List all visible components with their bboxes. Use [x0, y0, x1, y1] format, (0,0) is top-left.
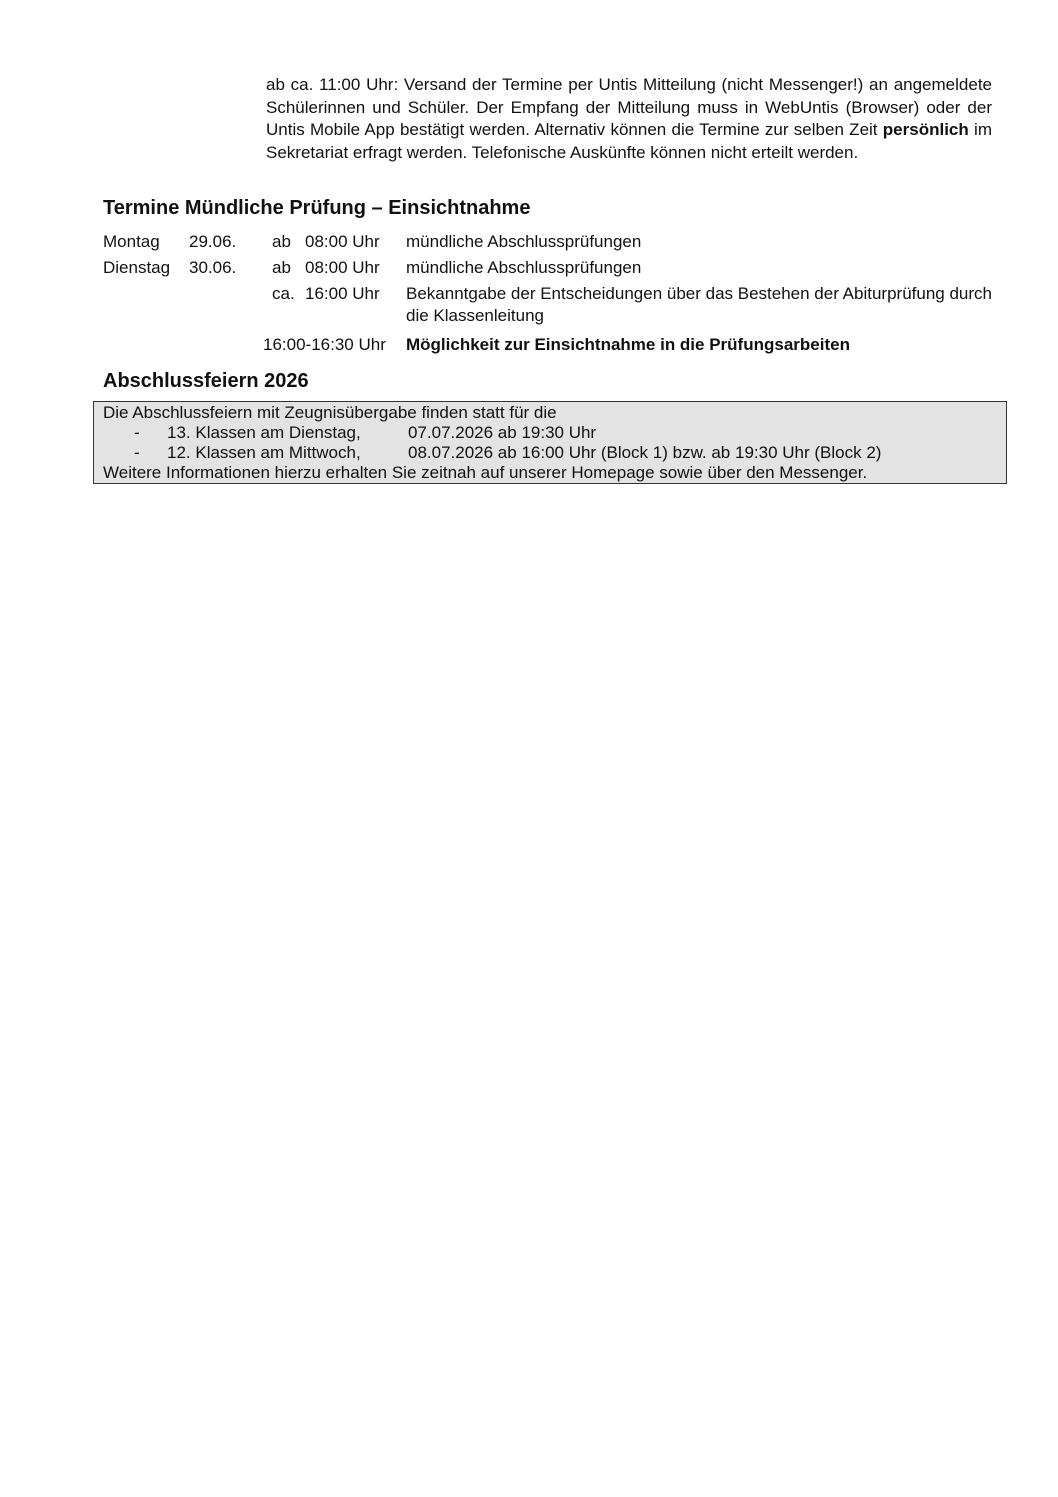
row-prefix: ab	[272, 258, 291, 277]
item-when: 07.07.2026 ab 19:30 Uhr	[408, 423, 597, 442]
intro-paragraph	[266, 74, 992, 164]
intro-text-after: im Sekretariat erfragt werden. Telefonische Auskünfte können nicht erteilt werden.	[266, 120, 992, 162]
row-desc: Bekanntgabe der Entscheidungen über das Bestehen der Abiturprüfung durch die Klassenleitung	[406, 284, 992, 325]
ceremony-info-box	[93, 401, 1007, 484]
row-desc: mündliche Abschlussprüfungen	[406, 258, 642, 277]
row-time: 08:00 Uhr	[305, 258, 380, 277]
highlight-row	[0, 334, 1058, 356]
list-item	[94, 423, 994, 443]
bullet-dash: -	[134, 443, 140, 462]
bullet-dash: -	[134, 423, 140, 442]
schedule-row	[0, 231, 1058, 253]
item-class: 13. Klassen am Dienstag,	[167, 423, 361, 442]
row-time: 16:00 Uhr	[305, 284, 380, 303]
row-desc: mündliche Abschlussprüfungen	[406, 232, 642, 251]
row-day: Montag	[103, 232, 160, 251]
row-prefix: ca.	[272, 284, 295, 303]
section-title-oral-exam: Termine Mündliche Prüfung – Einsichtnahme	[103, 197, 531, 219]
highlight-time: 16:00-16:30 Uhr	[263, 335, 386, 354]
schedule-row	[0, 283, 1058, 325]
item-when: 08.07.2026 ab 16:00 Uhr (Block 1) bzw. ab 19:30 Uhr (Block 2)	[408, 443, 882, 462]
box-footer: Weitere Informationen hierzu erhalten Sie zeitnah auf unserer Homepage sowie über den Messenger.	[103, 463, 868, 482]
highlight-desc: Möglichkeit zur Einsichtnahme in die Prüfungsarbeiten	[406, 335, 850, 354]
schedule-row	[0, 257, 1058, 279]
row-date: 29.06.	[189, 232, 237, 251]
row-time: 08:00 Uhr	[305, 232, 380, 251]
item-class: 12. Klassen am Mittwoch,	[167, 443, 361, 462]
row-date: 30.06.	[189, 258, 237, 277]
list-item	[94, 443, 994, 463]
box-intro: Die Abschlussfeiern mit Zeugnisübergabe finden statt für die	[103, 403, 557, 422]
row-prefix: ab	[272, 232, 291, 251]
intro-bold: persönlich	[882, 120, 969, 139]
section-title-ceremonies: Abschlussfeiern 2026	[103, 370, 309, 392]
row-day: Dienstag	[103, 258, 171, 277]
intro-text-before: ab ca. 11:00 Uhr: Versand der Termine per Untis Mitteilung (nicht Messenger!) an angemeldete Schülerinnen und Schüler. Der Empfang der Mitteilung muss in WebUntis (Browser) oder der Untis Mobile App bestätigt werden. Alternativ können die Termine zur selben Zeit	[266, 75, 992, 139]
